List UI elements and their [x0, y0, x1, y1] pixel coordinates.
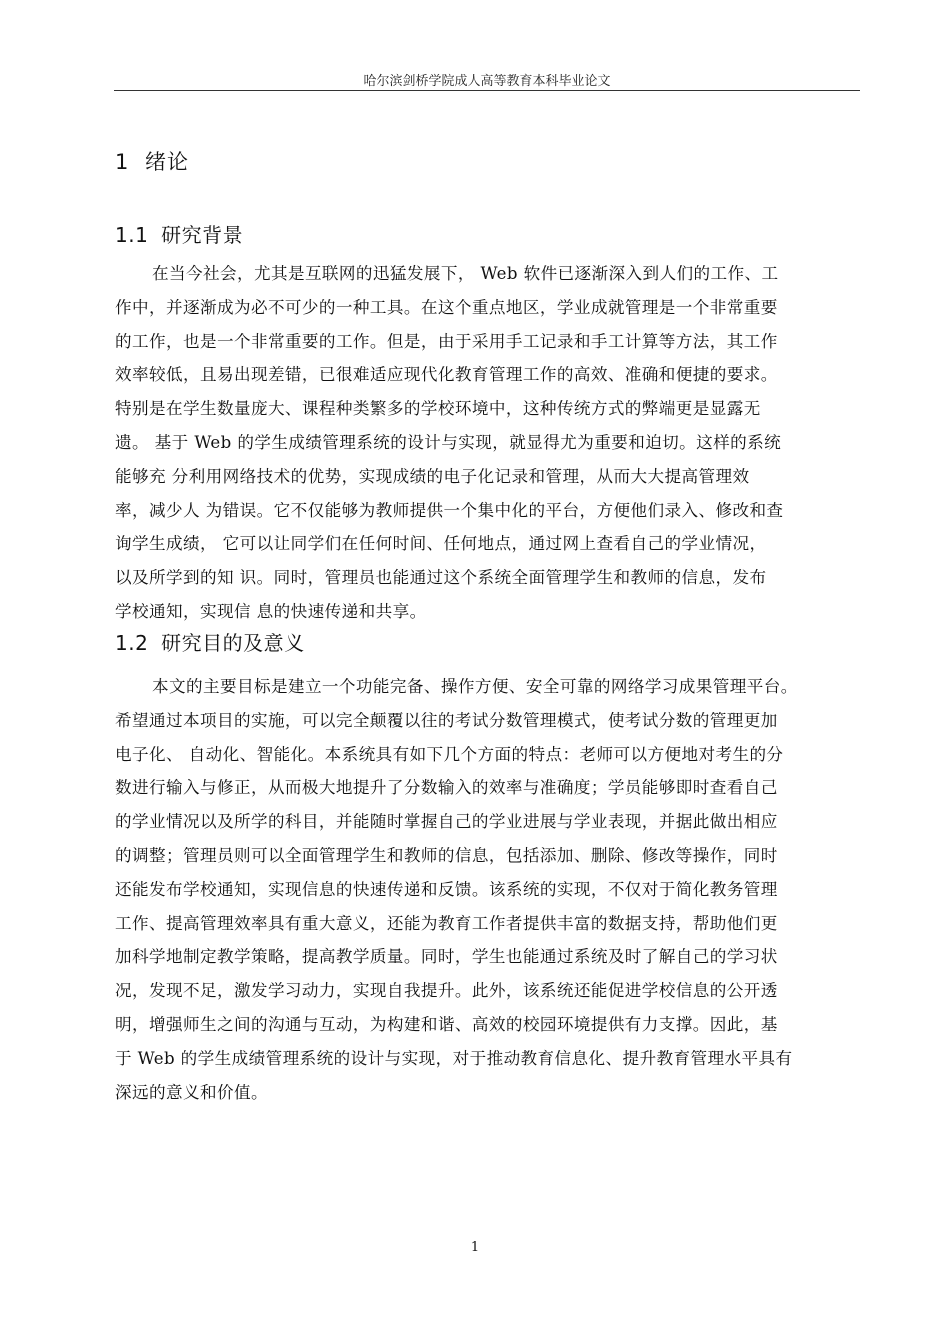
- paragraph-line: 的学业情况以及所学的科目，并能随时掌握自己的学业进展与学业表现，并据此做出相应: [115, 812, 778, 832]
- paragraph-line: 学校通知，实现信 息的快速传递和共享。: [115, 601, 427, 621]
- paragraph-line: 率，减少人 为错误。它不仅能够为教师提供一个集中化的平台，方便他们录入、修改和查: [115, 500, 784, 520]
- page-number: 1: [470, 1240, 480, 1255]
- paragraph-line: 遗。 基于 Web 的学生成绩管理系统的设计与实现，就显得尤为重要和迫切。这样的系统: [115, 432, 782, 452]
- paragraph-line: 希望通过本项目的实施，可以完全颠覆以往的考试分数管理模式，使考试分数的管理更加: [115, 710, 778, 730]
- paragraph-line: 还能发布学校通知，实现信息的快速传递和反馈。该系统的实现，不仅对于简化教务管理: [115, 879, 778, 899]
- paragraph-line: 效率较低，且易出现差错，已很难适应现代化教育管理工作的高效、准确和便捷的要求。: [115, 365, 778, 385]
- paragraph-line: 在当今社会，尤其是互联网的迅猛发展下， Web 软件已逐渐深入到人们的工作、工: [152, 264, 779, 283]
- paragraph-line: 明，增强师生之间的沟通与互动，为构建和谐、高效的校园环境提供有力支撑。因此，基: [115, 1014, 778, 1034]
- paragraph-line: 特别是在学生数量庞大、课程种类繁多的学校环境中，这种传统方式的弊端更是显露无: [115, 399, 761, 419]
- paragraph-line: 能够充 分利用网络技术的优势，实现成绩的电子化记录和管理，从而大大提高管理效: [115, 466, 750, 486]
- paragraph-line: 电子化、 自动化、智能化。本系统具有如下几个方面的特点：老师可以方便地对考生的分: [115, 744, 784, 764]
- section-body-purpose: [115, 670, 863, 1109]
- paragraph-line: 工作、提高管理效率具有重大意义，还能为教育工作者提供丰富的数据支持，帮助他们更: [115, 913, 778, 933]
- paragraph-line: 数进行输入与修正，从而极大地提升了分数输入的效率与准确度；学员能够即时查看自己: [115, 778, 778, 798]
- paragraph-line: 深远的意义和价值。: [115, 1082, 268, 1102]
- section-body-background: [115, 257, 863, 629]
- section-title-purpose: 1.2 研究目的及意义: [115, 631, 305, 655]
- paragraph-line: 作中，并逐渐成为必不可少的一种工具。在这个重点地区，学业成就管理是一个非常重要: [115, 297, 778, 317]
- chapter-title: 1 绪论: [115, 150, 190, 174]
- paragraph-line: 以及所学到的知 识。同时，管理员也能通过这个系统全面管理学生和教师的信息，发布: [115, 568, 767, 588]
- section-title-background: 1.1 研究背景: [115, 223, 244, 247]
- paragraph-line: 询学生成绩， 它可以让同学们在任何时间、任何地点，通过网上查看自己的学业情况，: [115, 534, 767, 554]
- paragraph-line: 于 Web 的学生成绩管理系统的设计与实现，对于推动教育信息化、提升教育管理水平具有: [115, 1048, 793, 1068]
- paragraph-line: 的工作，也是一个非常重要的工作。但是，由于采用手工记录和手工计算等方法，其工作: [115, 331, 778, 351]
- paragraph-line: 本文的主要目标是建立一个功能完备、操作方便、安全可靠的网络学习成果管理平台。: [152, 677, 798, 696]
- running-header: 哈尔滨剑桥学院成人高等教育本科毕业论文: [363, 74, 611, 89]
- header-divider: [114, 90, 860, 91]
- paragraph-line: 的调整；管理员则可以全面管理学生和教师的信息，包括添加、删除、修改等操作，同时: [115, 845, 778, 865]
- paragraph-line: 加科学地制定教学策略，提高教学质量。同时，学生也能通过系统及时了解自己的学习状: [115, 947, 778, 967]
- paragraph-line: 况，发现不足，激发学习动力，实现自我提升。此外，该系统还能促进学校信息的公开透: [115, 981, 778, 1001]
